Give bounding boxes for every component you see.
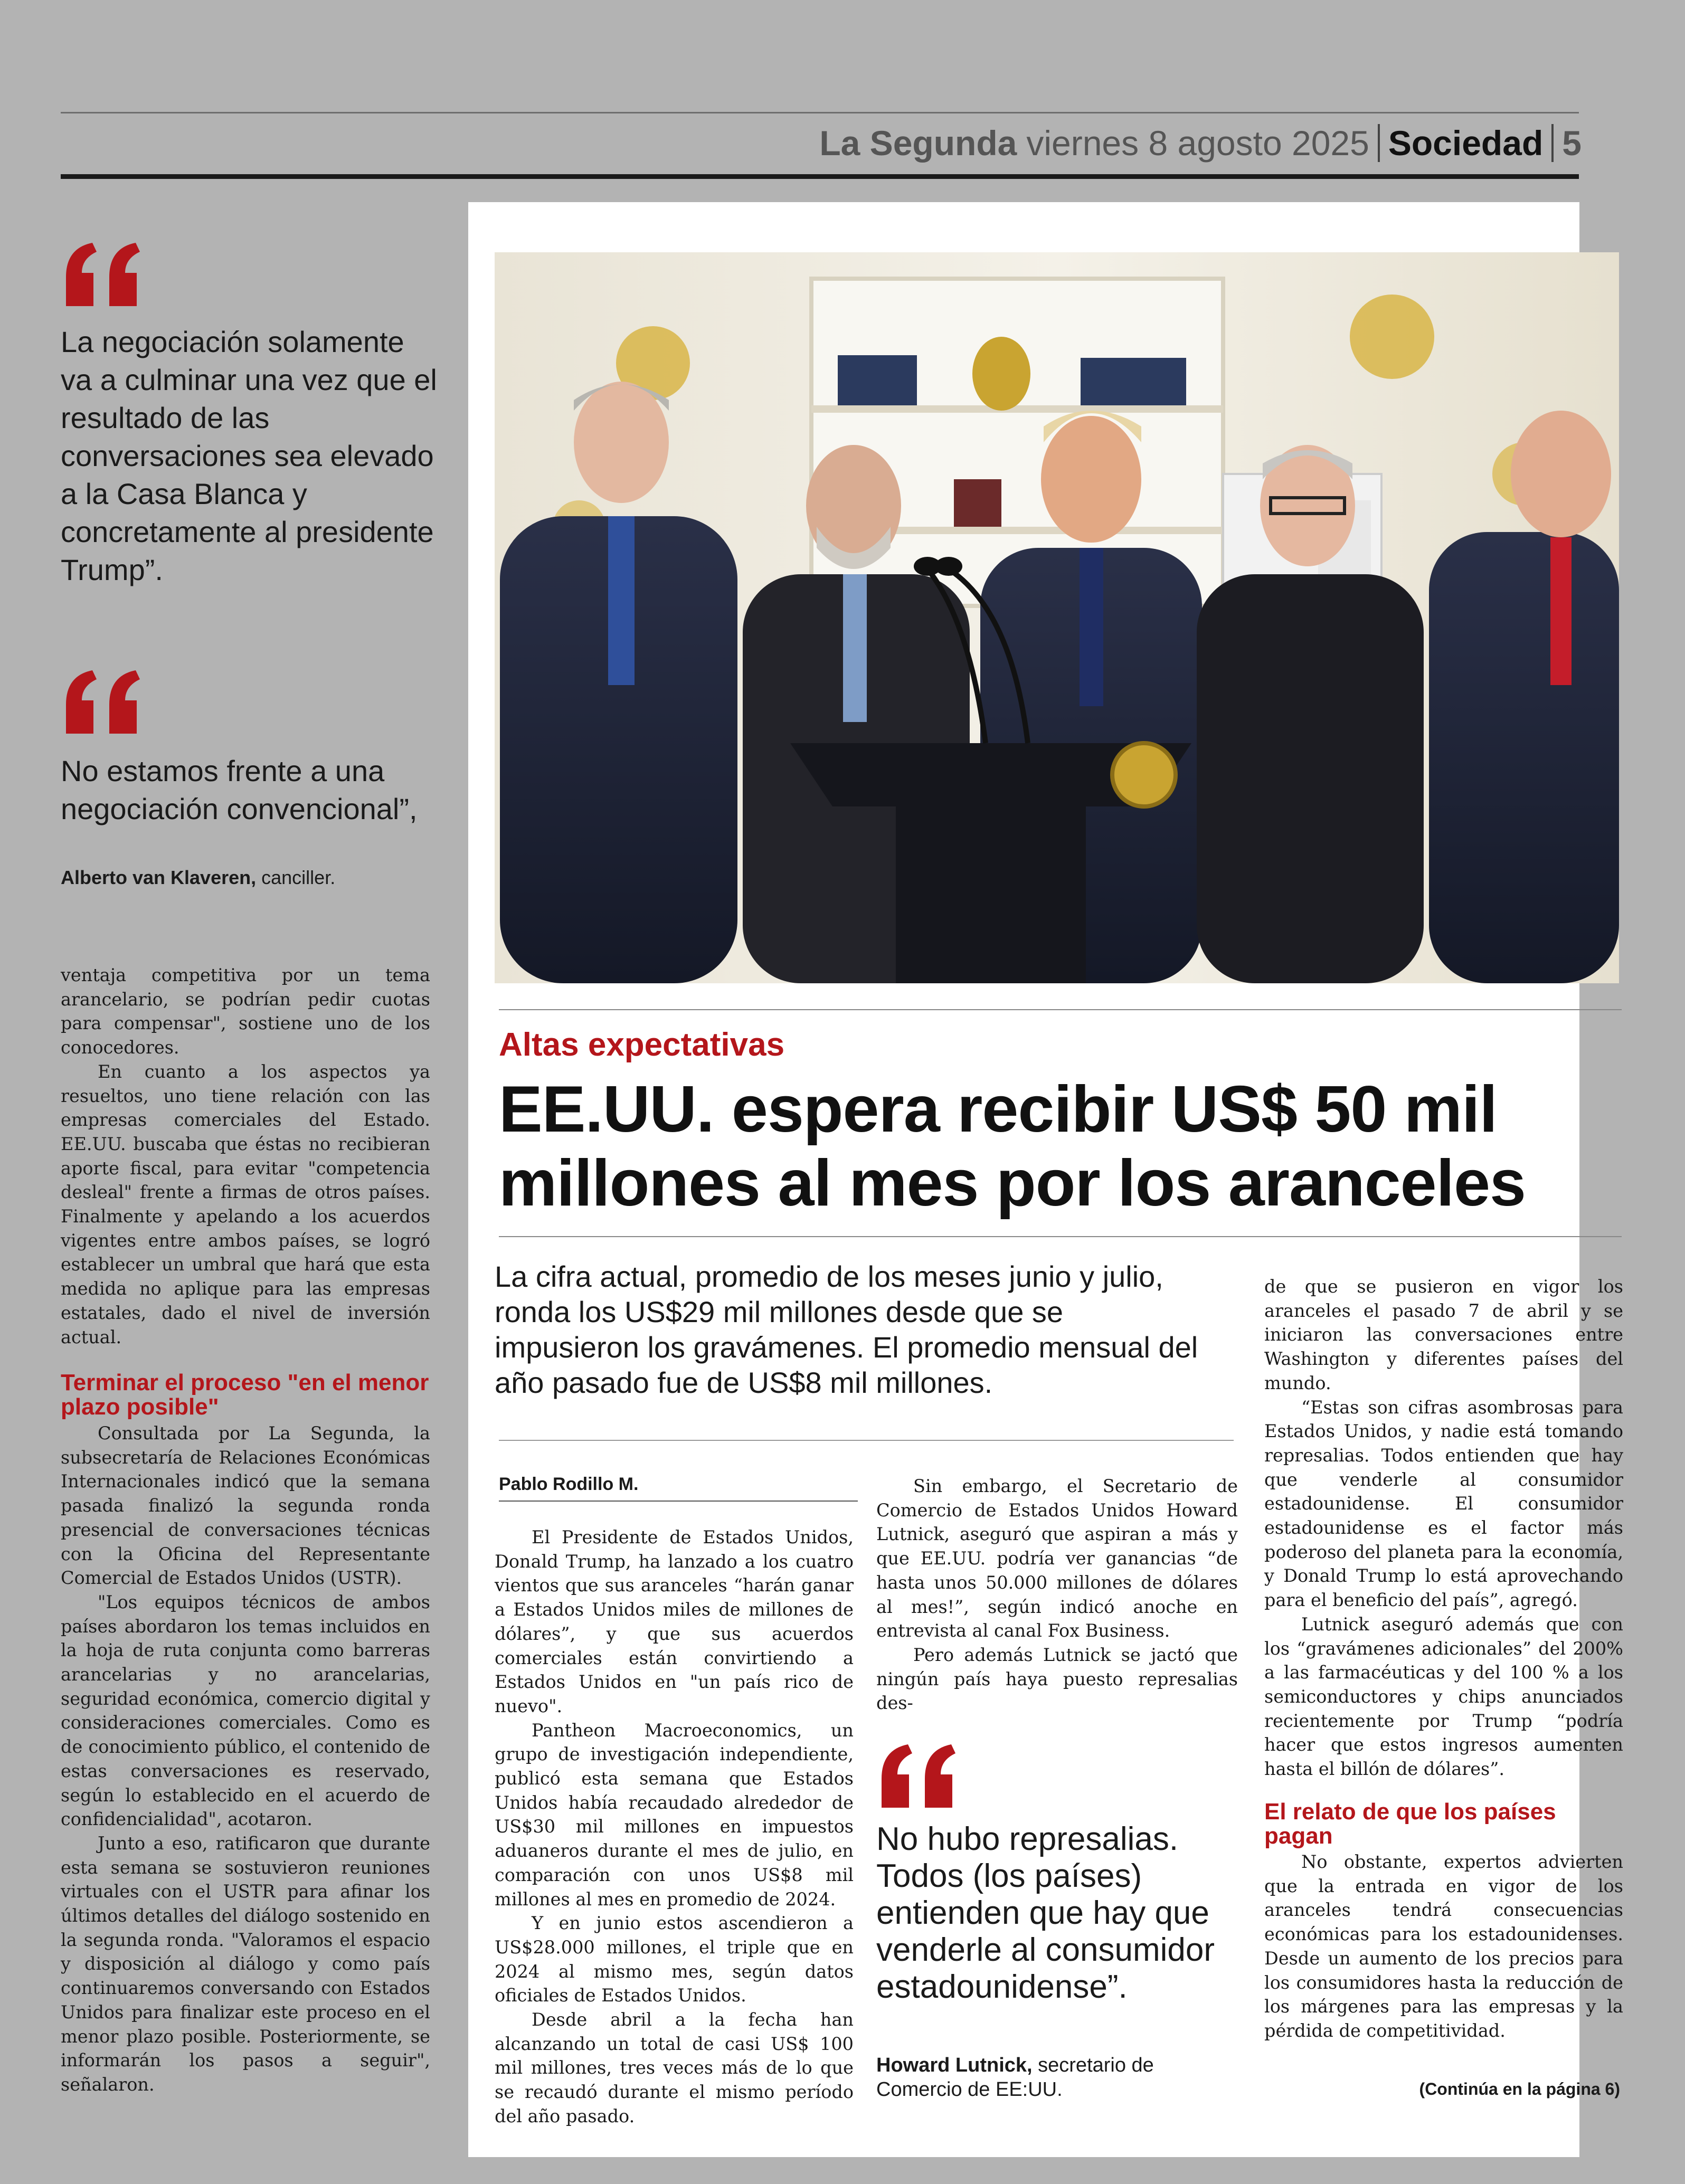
paragraph: No obstante, expertos advierten que la entrada en vigor de los aranceles tendrá consecuencias económicas para los estadounidenses. Desde un aumento de los precios para los consumidores hasta la reducción de los márgenes para las empresas y la pérdida de competitividad. bbox=[1264, 1851, 1623, 2041]
continued-link[interactable]: (Continúa en la página 6) bbox=[1419, 2079, 1620, 2098]
quote-author: Alberto van Klaveren, bbox=[61, 867, 257, 888]
paragraph: "Los equipos técnicos de ambos países abordaron los temas incluidos en la hoja de ruta conjunta como barreras arancelarias y no arancelarias, seguridad económica, comercio digital y consideraciones comerciales. Como es de conocimiento público, el contenido de estas conversaciones es reservado, según lo establecido en el acuerdo de confidencialidad", acotaron. bbox=[61, 1591, 430, 1830]
header-separator bbox=[1551, 124, 1554, 162]
paragraph: de que se pusieron en vigor los aranceles el pasado 7 de abril y se iniciaron las conversaciones entre Washington y diferentes países del mundo. bbox=[1264, 1276, 1623, 1393]
quote-mark-icon bbox=[61, 668, 145, 736]
quote-role: canciller. bbox=[261, 867, 336, 888]
page-number: 5 bbox=[1562, 124, 1582, 163]
quote-author: Howard Lutnick, bbox=[876, 2054, 1033, 2076]
paragraph: Lutnick aseguró además que con los “gravámenes adicionales” del 200% a las farmacéuticas y del 100 % a los semiconductores y chips anunciados recientemente por Trump “podría hacer que estos ingresos aumenten hasta el billón de dólares”. bbox=[1264, 1613, 1623, 1780]
left-body-text-2 bbox=[61, 1421, 430, 2097]
header-rule-bottom bbox=[61, 174, 1579, 179]
paragraph: Desde abril a la fecha han alcanzando un total de casi US$ 100 mil millones, tres veces más de lo que se recaudó durante el mismo período del año pasado. bbox=[495, 2009, 854, 2126]
article-column-3 bbox=[1264, 1275, 1623, 1781]
article-column-2 bbox=[876, 1474, 1238, 1715]
article-headline: EE.UU. espera recibir US$ 50 mil millones al mes por los aranceles bbox=[499, 1073, 1526, 1220]
article-kicker: Altas expectativas bbox=[499, 1027, 785, 1063]
deck-rule bbox=[499, 1440, 1234, 1441]
quote-mark-icon bbox=[61, 240, 145, 309]
paragraph: Consultada por La Segunda, la subsecretaría de Relaciones Económicas Internacionales indicó que la semana pasada finalizó la segunda ronda presencial de conversaciones técnicas con la Oficina del Representante Comercial de Estados Unidos (USTR). bbox=[61, 1423, 430, 1589]
article-subhead: El relato de que los países pagan bbox=[1264, 1799, 1556, 1849]
section-name: Sociedad bbox=[1388, 124, 1544, 163]
paragraph: En cuanto a los aspectos ya resueltos, uno tiene relación con las empresas comerciales del Estado. EE.UU. buscaba que éstas no recibieran aporte fiscal, para evitar "competencia desleal" frente a firmas de otros países. Finalmente y apelando a los acuerdos vigentes entre ambos países, se logró establecer un umbral que hará que esta medida no aplique para las empresas estatales, dado el nivel de inversión actual. bbox=[61, 1061, 430, 1347]
headline-rule-top bbox=[499, 1009, 1622, 1010]
byline-rule bbox=[499, 1501, 858, 1502]
paragraph: El Presidente de Estados Unidos, Donald Trump, ha lanzado a los cuatro vientos que sus aranceles “harán ganar a Estados Unidos miles de millones de dólares”, y que sus acuerdos comerciales están convirtiendo a Estados Unidos en "un país rico de nuevo". bbox=[495, 1527, 854, 1716]
quote-mark-icon bbox=[876, 1742, 961, 1810]
page-header bbox=[819, 112, 1582, 174]
article-byline: Pablo Rodillo M. bbox=[499, 1474, 639, 1494]
pull-quote-2: No estamos frente a una negociación convencional”, bbox=[61, 754, 418, 825]
article-column-3-continued bbox=[1264, 1850, 1623, 2043]
pull-quote-3-attribution bbox=[876, 2053, 1241, 2102]
publication-name: La Segunda bbox=[819, 124, 1017, 163]
pull-quote-1: La negociación solamente va a culminar una vez que el resultado de las conversaciones sea elevado a la Casa Blanca y concretamente al presidente Trump”. bbox=[61, 325, 437, 586]
headline-rule-bottom bbox=[499, 1236, 1622, 1237]
paragraph: Sin embargo, el Secretario de Comercio de Estados Unidos Howard Lutnick, aseguró que aspiran a más y que EE.UU. podría ver ganancias “de hasta unos 50.000 millones de dólares al mes!”, según indicó anoche en entrevista al canal Fox Business. bbox=[876, 1476, 1238, 1641]
paragraph: Pantheon Macroeconomics, un grupo de investigación independiente, publicó esta semana que Estados Unidos había recaudado alrededor de US$30 mil millones en impuestos aduaneros durante el mes de julio, en comparación con unos US$8 mil millones al mes en promedio de 2024. bbox=[495, 1720, 854, 1910]
paragraph: Y en junio estos ascendieron a US$28.000 millones, el triple que en 2024 al mismo mes, según datos oficiales de Estados Unidos. bbox=[495, 1913, 854, 2006]
left-body-text bbox=[61, 963, 430, 1349]
header-separator bbox=[1378, 124, 1380, 162]
paragraph: Pero además Lutnick se jactó que ningún país haya puesto represalias des- bbox=[876, 1644, 1238, 1714]
article-deck: La cifra actual, promedio de los meses junio y julio, ronda los US$29 mil millones desde que se impusieron los gravámenes. El promedio mensual del año pasado fue de US$8 mil millones. bbox=[495, 1260, 1198, 1399]
paragraph: ventaja competitiva por un tema arancelario, se podrían pedir cuotas para compensar", sostiene uno de los conocedores. bbox=[61, 965, 430, 1058]
publication-date: viernes 8 agosto 2025 bbox=[1026, 124, 1369, 163]
paragraph: Junto a eso, ratificaron que durante esta semana se sostuvieron reuniones virtuales con el USTR para afinar los últimos detalles del diálogo sostenido en la segunda ronda. "Valoramos el espacio y disposición al diálogo y como país continuaremos conversando con Estados Unidos para finalizar este proceso en el menor plazo posible. Posteriormente, se informarán los pasos a seguir", señalaron. bbox=[61, 1832, 430, 2095]
paragraph: “Estas son cifras asombrosas para Estados Unidos, y nadie está tomando represalias. Todos entienden que hay que venderle al consumidor estadounidense. El consumidor estadounidense es el factor más poderoso del planeta para la economía, y Donald Trump lo está aprovechando para el beneficio del país”, agregó. bbox=[1264, 1397, 1623, 1611]
article-photo bbox=[495, 252, 1619, 983]
pull-quote-3: No hubo represalias. Todos (los países) entienden que hay que venderle al consumidor estadounidense”. bbox=[876, 1821, 1215, 2005]
pull-quote-2-attribution bbox=[61, 867, 335, 889]
left-subhead: Terminar el proceso "en el menor plazo posible" bbox=[61, 1370, 429, 1420]
quote-role: secretario de Comercio de EE:UU. bbox=[876, 2054, 1154, 2101]
article-column-1 bbox=[495, 1525, 854, 2129]
